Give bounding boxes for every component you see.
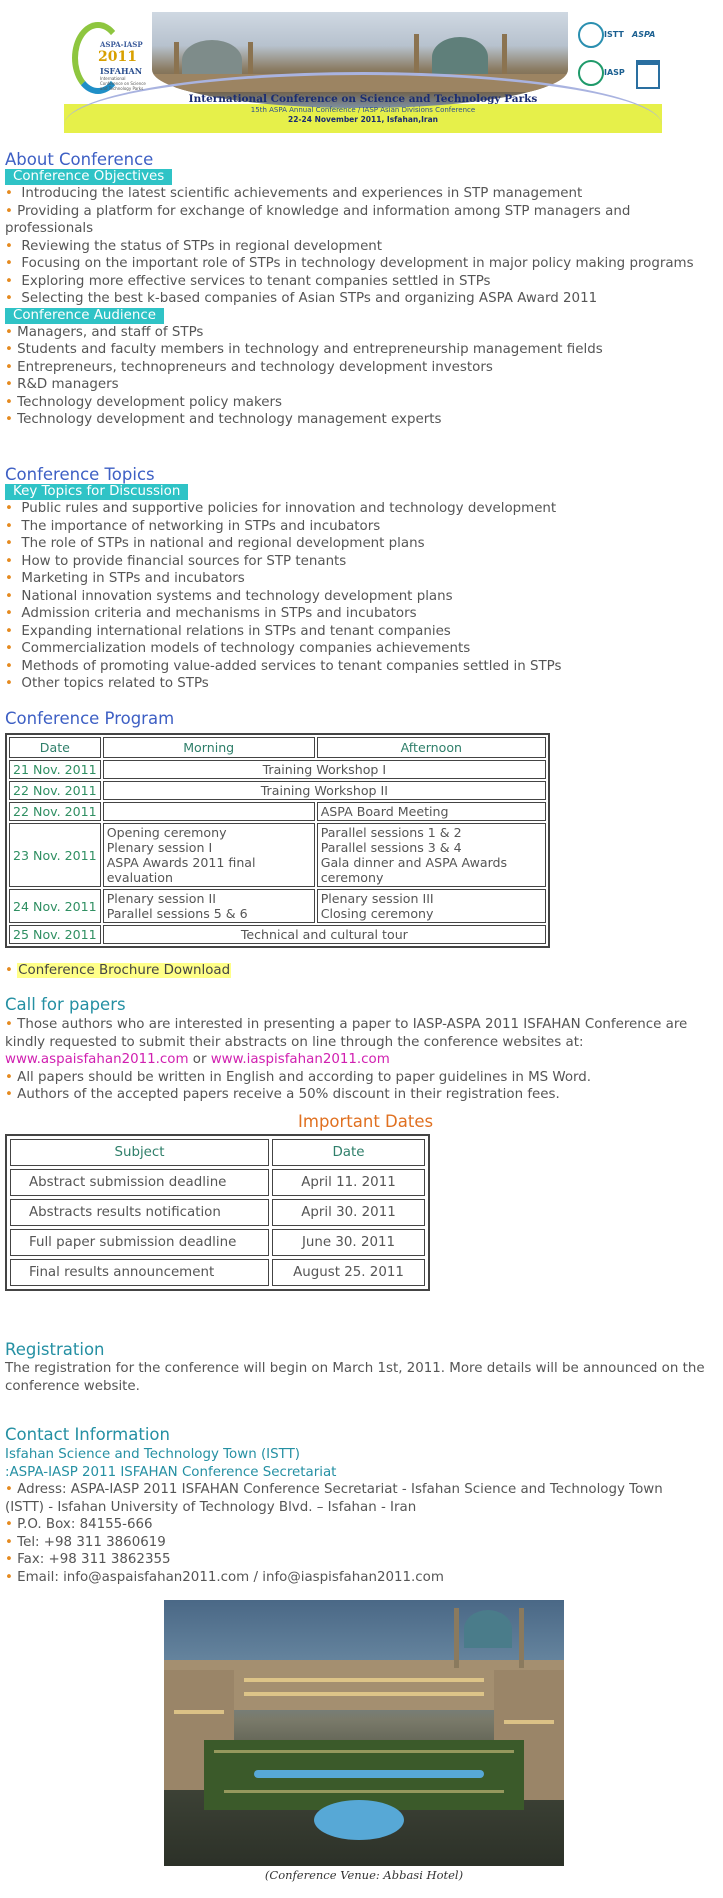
list-item: • Marketing in STPs and incubators — [5, 571, 245, 586]
contact-heading: Contact Information — [5, 1425, 170, 1444]
conference-banner — [64, 12, 662, 133]
col-date-header: Date — [272, 1139, 425, 1166]
istt-logo-text: ISTT — [604, 30, 624, 39]
contact-info — [5, 1446, 717, 1586]
bullet-icon: • — [5, 256, 13, 271]
bullet-icon: • — [5, 359, 13, 375]
bullet-icon: • — [5, 1552, 13, 1567]
website-link-iasp[interactable]: www.iaspisfahan2011.com — [210, 1052, 390, 1067]
table-row — [9, 802, 546, 821]
row-date: 25 Nov. 2011 — [9, 925, 101, 944]
bullet-icon: • — [5, 501, 13, 516]
date-cell: August 25. 2011 — [272, 1259, 425, 1286]
list-item: • Admission criteria and mechanisms in STPs and incubators — [5, 606, 417, 621]
list-item: professionals — [5, 221, 94, 236]
bullet-icon: • — [5, 536, 13, 551]
list-item: • Methods of promoting value-added services to tenant companies settled in STPs — [5, 658, 562, 674]
venue-caption: (Conference Venue: Abbasi Hotel) — [264, 1868, 464, 1882]
col-afternoon-header: Afternoon — [317, 737, 546, 758]
row-morning: Plenary session II Parallel sessions 5 & 6 — [103, 889, 315, 923]
bullet-icon: • — [5, 394, 13, 410]
registration-text: The registration for the conference will begin on March 1st, 2011. More details will be announced on the conference website. — [5, 1361, 705, 1394]
row-date: 22 Nov. 2011 — [9, 781, 101, 800]
bullet-icon: • — [5, 203, 13, 219]
banner-subtitle: 15th ASPA Annual Conference / IASP Asian Divisions Conference — [250, 106, 476, 114]
list-item: • Exploring more effective services to tenant companies settled in STPs — [5, 273, 491, 289]
bullet-icon: • — [5, 553, 13, 569]
subject-cell: Final results announcement — [10, 1259, 269, 1286]
bullet-icon: • — [5, 963, 13, 978]
logo-small-text: International Conference on Science and Technology Parks — [100, 76, 146, 91]
subject-cell: Abstracts results notification — [10, 1199, 269, 1226]
important-dates-table — [5, 1134, 430, 1291]
call-text — [5, 1016, 717, 1104]
aspa-logo-text: ASPA — [632, 30, 656, 39]
about-section — [5, 150, 694, 429]
list-item: • Focusing on the important role of STPs in technology development in major policy making programs — [5, 256, 694, 271]
iasp-logo-icon — [578, 60, 604, 86]
registration-heading-wrap — [5, 1340, 105, 1359]
col-subject-header: Subject — [10, 1139, 269, 1166]
topics-heading: Conference Topics — [5, 465, 155, 484]
about-heading: About Conference — [5, 150, 154, 169]
row-afternoon: ASPA Board Meeting — [317, 802, 546, 821]
table-header-row — [9, 737, 546, 758]
call-line: kindly requested to submit their abstracts on line through the conference websites at: — [5, 1034, 584, 1050]
bullet-icon: • — [5, 1482, 13, 1497]
date-cell: June 30. 2011 — [272, 1229, 425, 1256]
bullet-icon: • — [5, 1087, 13, 1102]
bullet-icon: • — [5, 1517, 13, 1532]
website-link-aspa[interactable]: www.aspaisfahan2011.com — [5, 1052, 189, 1067]
program-heading: Conference Program — [5, 709, 175, 728]
program-heading-wrap — [5, 709, 174, 728]
row-morning: Opening ceremony Plenary session I ASPA Awards 2011 final evaluation — [103, 823, 315, 887]
list-item: • Reviewing the status of STPs in regional development — [5, 238, 383, 254]
col-date-header: Date — [9, 737, 101, 758]
bullet-icon: • — [5, 1069, 13, 1085]
bullet-icon: • — [5, 1017, 13, 1032]
logo-line1: ASPA-IASP — [100, 40, 143, 49]
row-event: Technical and cultural tour — [103, 925, 546, 944]
contact-fax: • Fax: +98 311 3862355 — [5, 1552, 171, 1567]
banner-date: 22-24 November 2011, Isfahan,Iran — [288, 115, 438, 124]
list-item: • The importance of networking in STPs and incubators — [5, 518, 381, 534]
bullet-icon: • — [5, 518, 13, 534]
call-links: www.aspaisfahan2011.com or www.iaspisfahan2011.com — [5, 1052, 390, 1067]
list-item: • Managers, and staff of STPs — [5, 324, 204, 340]
venue-photo — [164, 1600, 564, 1866]
bullet-icon: • — [5, 342, 13, 357]
bullet-icon: • — [5, 606, 13, 621]
table-row — [10, 1259, 425, 1286]
bullet-icon: • — [5, 1534, 13, 1550]
table-row — [9, 760, 546, 779]
call-heading-wrap — [5, 995, 126, 1014]
bullet-icon: • — [5, 1569, 13, 1585]
col-morning-header: Morning — [103, 737, 315, 758]
bullet-icon: • — [5, 273, 13, 289]
bullet-icon: • — [5, 377, 13, 392]
list-item: • How to provide financial sources for STP tenants — [5, 553, 347, 569]
list-item: • Public rules and supportive policies for innovation and technology development — [5, 501, 557, 516]
row-event: Training Workshop II — [103, 781, 546, 800]
contact-address-cont: (ISTT) - Isfahan University of Technology Blvd. – Isfahan - Iran — [5, 1499, 417, 1515]
building-logo-icon — [636, 60, 660, 89]
table-header-row — [10, 1139, 425, 1166]
bullet-icon: • — [5, 658, 13, 674]
aspa-iasp-logo — [70, 18, 150, 104]
list-item: • Selecting the best k-based companies of Asian STPs and organizing ASPA Award 2011 — [5, 291, 598, 306]
bullet-icon: • — [5, 571, 13, 586]
table-row — [10, 1199, 425, 1226]
bullet-icon: • — [5, 641, 13, 656]
logo-year: 2011 — [98, 49, 137, 65]
brochure-download-link[interactable]: Conference Brochure Download — [18, 963, 231, 978]
list-item: • Technology development and technology management experts — [5, 412, 442, 427]
call-line: • All papers should be written in English and according to paper guidelines in MS Word. — [5, 1069, 592, 1085]
list-item: • Expanding international relations in STPs and tenant companies — [5, 623, 451, 639]
list-item: • Commercialization models of technology companies achievements — [5, 641, 471, 656]
table-row — [9, 823, 546, 887]
bullet-icon: • — [5, 623, 13, 639]
list-item: • Technology development policy makers — [5, 394, 282, 410]
row-morning — [103, 802, 315, 821]
istt-logo-icon — [578, 22, 604, 48]
registration-heading: Registration — [5, 1340, 105, 1359]
list-item: • Introducing the latest scientific achievements and experiences in STP management — [5, 186, 583, 201]
iasp-logo-text: IASP — [604, 68, 625, 77]
subject-cell: Abstract submission deadline — [10, 1169, 269, 1196]
subject-cell: Full paper submission deadline — [10, 1229, 269, 1256]
contact-address: • Adress: ASPA-IASP 2011 ISFAHAN Conference Secretariat - Isfahan Science and Technology Town — [5, 1482, 663, 1497]
call-heading: Call for papers — [5, 995, 126, 1014]
row-afternoon: Parallel sessions 1 & 2 Parallel sessions 3 & 4 Gala dinner and ASPA Awards ceremony — [317, 823, 546, 887]
date-cell: April 30. 2011 — [272, 1199, 425, 1226]
important-dates-heading: Important Dates — [298, 1112, 434, 1131]
list-item: • The role of STPs in national and regional development plans — [5, 536, 425, 551]
row-afternoon: Plenary session III Closing ceremony — [317, 889, 546, 923]
date-cell: April 11. 2011 — [272, 1169, 425, 1196]
program-table — [5, 733, 550, 948]
bullet-icon: • — [5, 412, 13, 427]
call-line: • Those authors who are interested in presenting a paper to IASP-ASPA 2011 ISFAHAN Conference are — [5, 1017, 688, 1032]
bullet-icon: • — [5, 676, 13, 691]
key-topics-tag: Key Topics for Discussion — [5, 484, 188, 500]
list-item: • R&D managers — [5, 377, 119, 392]
table-row — [9, 781, 546, 800]
list-item: • National innovation systems and technology development plans — [5, 588, 453, 604]
bullet-icon: • — [5, 238, 13, 254]
contact-email: • Email: info@aspaisfahan2011.com / info@iaspisfahan2011.com — [5, 1569, 444, 1585]
contact-secretariat: :ASPA-IASP 2011 ISFAHAN Conference Secretariat — [5, 1464, 337, 1480]
list-item: • Other topics related to STPs — [5, 676, 209, 691]
bullet-icon: • — [5, 324, 13, 340]
row-event: Training Workshop I — [103, 760, 546, 779]
table-row — [9, 925, 546, 944]
brochure-line — [5, 962, 231, 980]
row-date: 22 Nov. 2011 — [9, 802, 101, 821]
list-item: • Entrepreneurs, technopreneurs and technology development investors — [5, 359, 493, 375]
contact-tel: • Tel: +98 311 3860619 — [5, 1534, 166, 1550]
contact-pobox: • P.O. Box: 84155-666 — [5, 1517, 153, 1532]
row-date: 21 Nov. 2011 — [9, 760, 101, 779]
banner-title: International Conference on Science and Technology Parks — [188, 93, 538, 105]
contact-heading-wrap — [5, 1425, 170, 1444]
audience-tag: Conference Audience — [5, 308, 164, 324]
table-row — [10, 1169, 425, 1196]
table-row — [9, 889, 546, 923]
objectives-tag: Conference Objectives — [5, 169, 172, 185]
list-item: • Students and faculty members in technology and entrepreneurship management fields — [5, 342, 603, 357]
logo-city: ISFAHAN — [100, 66, 143, 76]
list-item: • Providing a platform for exchange of knowledge and information among STP managers and — [5, 203, 631, 219]
bullet-icon: • — [5, 186, 13, 201]
call-line: • Authors of the accepted papers receive a 50% discount in their registration fees. — [5, 1087, 560, 1102]
row-date: 23 Nov. 2011 — [9, 823, 101, 887]
bullet-icon: • — [5, 291, 13, 306]
partner-logos — [576, 20, 662, 100]
contact-org: Isfahan Science and Technology Town (ISTT) — [5, 1447, 300, 1462]
row-date: 24 Nov. 2011 — [9, 889, 101, 923]
topics-section — [5, 465, 561, 693]
table-row — [10, 1229, 425, 1256]
bullet-icon: • — [5, 588, 13, 604]
